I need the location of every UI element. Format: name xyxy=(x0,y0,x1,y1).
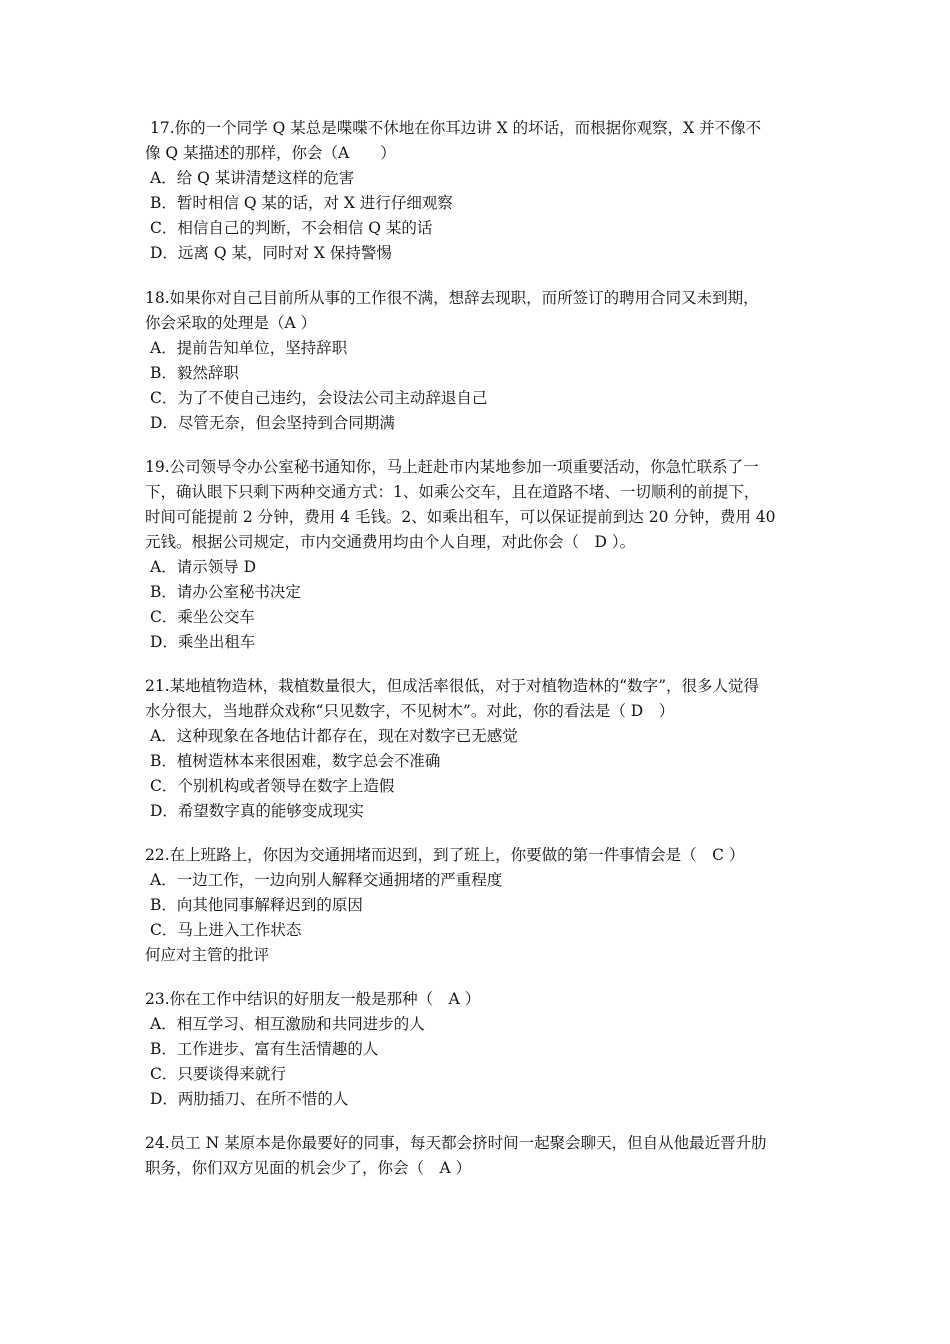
question-22 xyxy=(145,843,810,968)
option-b: B．向其他同事解释迟到的原因 xyxy=(150,896,363,914)
option-d: D．乘坐出租车 xyxy=(150,633,256,651)
question-stem xyxy=(145,116,810,166)
stem-line: 时间可能提前 2 分钟，费用 4 毛钱。2、如乘出租车，可以保证提前到达 20 分钟，费用 40 xyxy=(145,508,776,526)
question-stem xyxy=(145,674,810,724)
option-c: C．为了不使自己违约，会设法公司主动辞退自己 xyxy=(150,389,488,407)
question-23 xyxy=(145,987,810,1112)
option-c: C．相信自己的判断，不会相信 Q 某的话 xyxy=(150,219,433,237)
stem-line: 水分很大，当地群众戏称“只见数字，不见树木”。对此，你的看法是（ D ） xyxy=(145,702,675,720)
stem-line: 17.你的一个同学 Q 某总是喋喋不休地在你耳边讲 X 的坏话，而根据你观察，X 并不像不 xyxy=(150,119,762,137)
option-d: D．尽管无奈，但会坚持到合同期满 xyxy=(150,414,395,432)
question-stem xyxy=(145,455,810,555)
question-21 xyxy=(145,674,810,824)
option-b: B．暂时相信 Q 某的话，对 X 进行仔细观察 xyxy=(150,194,453,212)
option-b: B．工作进步、富有生活情趣的人 xyxy=(150,1040,379,1058)
option-b: B．请办公室秘书决定 xyxy=(150,583,301,601)
stem-line: 22.在上班路上，你因为交通拥堵而迟到，到了班上，你要做的第一件事情会是（ C ） xyxy=(145,846,745,864)
option-b: B．植树造林本来很困难，数字总会不准确 xyxy=(150,752,441,770)
question-stem xyxy=(145,843,810,868)
option-a: A．这种现象在各地估计都存在，现在对数字已无感觉 xyxy=(150,727,518,745)
option-a: A．一边工作，一边向别人解释交通拥堵的严重程度 xyxy=(150,871,503,889)
question-list xyxy=(145,116,810,1200)
stem-line: 18.如果你对自己目前所从事的工作很不满，想辞去现职，而所签订的聘用合同又未到期， xyxy=(145,289,759,307)
stem-line: 元钱。根据公司规定，市内交通费用均由个人自理，对此你会（ D ）。 xyxy=(145,533,636,551)
option-c: C．只要谈得来就行 xyxy=(150,1065,286,1083)
question-stem xyxy=(145,286,810,336)
question-stem xyxy=(145,987,810,1012)
stem-line: 下，确认眼下只剩下两种交通方式：1、如乘公交车，且在道路不堵、一切顺利的前提下， xyxy=(145,483,760,501)
question-17 xyxy=(145,116,810,266)
option-a: A．给 Q 某讲清楚这样的危害 xyxy=(150,169,355,187)
option-a: A．请示领导 D xyxy=(150,558,257,576)
option-d: D．希望数字真的能够变成现实 xyxy=(150,802,364,820)
option-b: B．毅然辞职 xyxy=(150,364,239,382)
question-18 xyxy=(145,286,810,436)
stem-line: 你会采取的处理是（A ） xyxy=(145,314,317,332)
stem-line: 职务，你们双方见面的机会少了，你会（ A ） xyxy=(145,1159,472,1177)
trailing-text: 何应对主管的批评 xyxy=(145,946,270,964)
option-a: A．相互学习、相互激励和共同进步的人 xyxy=(150,1015,425,1033)
option-c: C．马上进入工作状态 xyxy=(150,921,302,939)
stem-line: 19.公司领导令办公室秘书通知你，马上赶赴市内某地参加一项重要活动，你急忙联系了一 xyxy=(145,458,759,476)
stem-line: 24.员工 N 某原本是你最要好的同事，每天都会挤时间一起聚会聊天，但自从他最近晋升肋 xyxy=(145,1134,767,1152)
stem-line: 像 Q 某描述的那样，你会（A ） xyxy=(145,144,396,162)
question-stem xyxy=(145,1131,810,1181)
stem-line: 21.某地植物造林，栽植数量很大，但成活率很低，对于对植物造林的“数字”，很多人觉得 xyxy=(145,677,760,695)
question-19 xyxy=(145,455,810,655)
stem-line: 23.你在工作中结识的好朋友一般是那种（ A ） xyxy=(145,990,481,1008)
option-c: C．乘坐公交车 xyxy=(150,608,255,626)
option-d: D．远离 Q 某，同时对 X 保持警惕 xyxy=(150,244,392,262)
option-d: D．两肋插刀、在所不惜的人 xyxy=(150,1090,349,1108)
option-c: C．个别机构或者领导在数字上造假 xyxy=(150,777,395,795)
question-24 xyxy=(145,1131,810,1181)
option-a: A．提前告知单位，坚持辞职 xyxy=(150,339,348,357)
